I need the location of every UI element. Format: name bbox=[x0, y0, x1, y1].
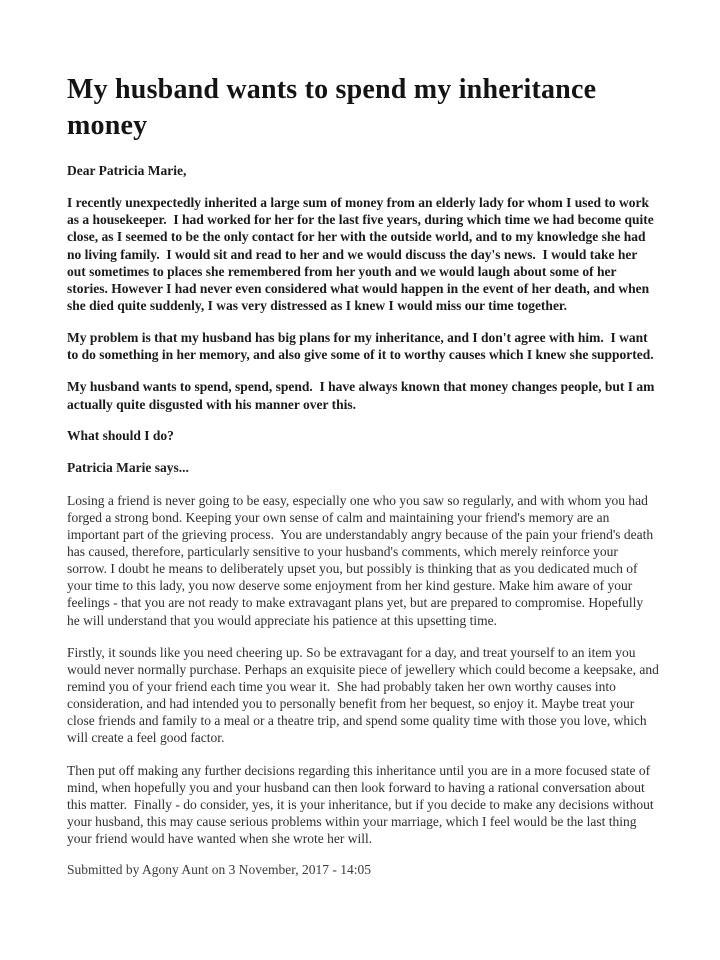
response-paragraph: Losing a friend is never going to be easy, especially one who you saw so regularly, and with whom you had forged a strong bond. Keeping your own sense of calm and maintaining your friend's memory are an important part of the grieving process. You are understandably angry because of the pain your friend's death has caused, therefore, particularly sensitive to your husband's comments, which merely reinforce your sorrow. I doubt he means to deliberately upset you, but possibly is thinking that as you dedicated much of your time to this lady, you now deserve some enjoyment from her kind gesture. Make him aware of your feelings - that you are not ready to make extravagant plans yet, but are prepared to compromise. Hopefully he will understand that you would appreciate his patience at this upsetting time. bbox=[67, 492, 657, 628]
letter-question: What should I do? bbox=[67, 427, 174, 443]
response-section bbox=[67, 459, 663, 848]
response-paragraph: Firstly, it sounds like you need cheering up. So be extravagant for a day, and treat yourself to an item you would never normally purchase. Perhaps an exquisite piece of jewellery which could become a keepsake, and remind you of your friend each time you wear it. She had probably taken her own worthy causes into consideration, and had intended you to personally benefit from her bequest, so enjoy it. Maybe treat your close friends and family to a meal or a theatre trip, and spend some quality time with those you love, which will create a feel good factor. bbox=[67, 644, 663, 746]
page-title: My husband wants to spend my inheritance money bbox=[67, 74, 597, 141]
submission-byline: Submitted by Agony Aunt on 3 November, 2017 - 14:05 bbox=[67, 862, 371, 878]
letter-salutation: Dear Patricia Marie, bbox=[67, 163, 187, 179]
letter-paragraph: My husband wants to spend, spend, spend. I have always known that money changes people, but I am actually quite disgusted with his manner over this. bbox=[67, 379, 658, 412]
letter-paragraph: My problem is that my husband has big plans for my inheritance, and I don't agree with him. I want to do something in her memory, and also give some of it to worthy causes which I knew she supported. bbox=[67, 330, 654, 363]
response-heading: Patricia Marie says... bbox=[67, 459, 189, 475]
letter-paragraph: I recently unexpectedly inherited a large sum of money from an elderly lady for whom I used to work as a housekeeper. I had worked for her for the last five years, during which time we had become quite close, as I seemed to be the only contact for her with the outside world, and to my knowledge she had no living family. I would sit and read to her and we would discuss the day's news. I would take her out sometimes to places she remembered from her youth and we would laugh about some of her stories. However I had never even considered what would happen in the event of her death, and when she died quite suddenly, I was very distressed as I knew I would miss our time together. bbox=[67, 195, 658, 313]
response-paragraph: Then put off making any further decisions regarding this inheritance until you are in a more focused state of mind, when hopefully you and your husband can then look forward to having a rational conversation about this matter. Finally - do consider, yes, it is your inheritance, but if you decide to make any decisions without your husband, this may cause serious problems within your marriage, which I feel would be the last thing your friend would have wanted when she wrote her will. bbox=[67, 762, 657, 847]
letter-section bbox=[67, 163, 660, 444]
